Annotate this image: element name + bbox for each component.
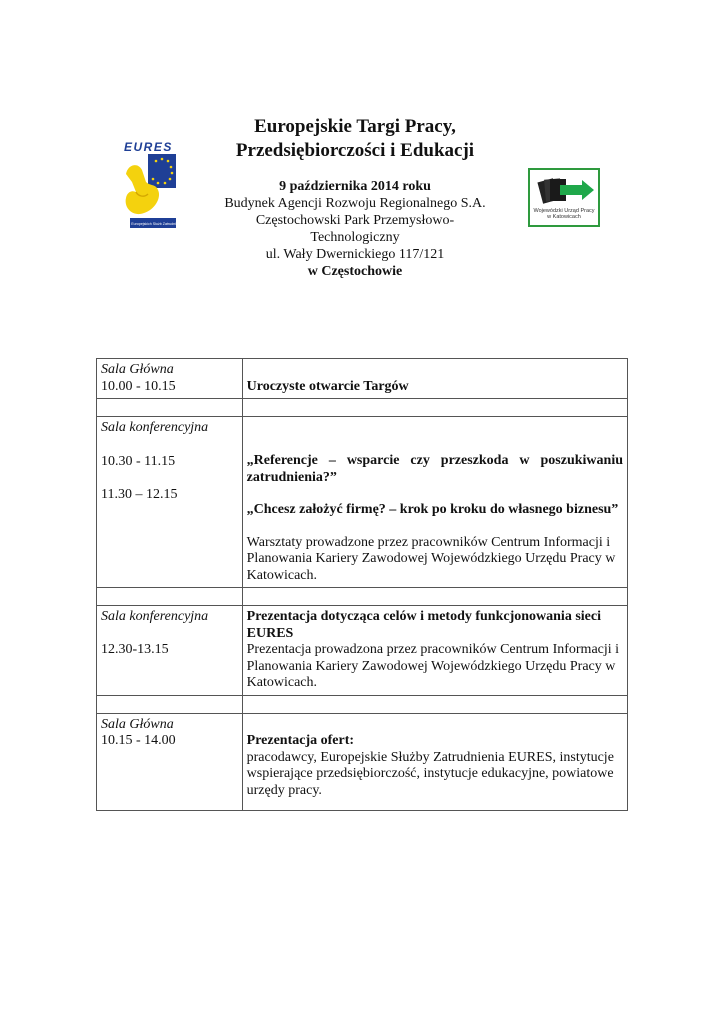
table-row: [97, 606, 628, 696]
venue-line-2: Częstochowski Park Przemysłowo-: [255, 213, 455, 228]
wup-katowice-logo: [528, 168, 600, 227]
page-title: [180, 115, 530, 163]
session-title: Prezentacja dotycząca celów i metody funkcjonowania sieci EURES: [246, 609, 601, 641]
venue-city: w Częstochowie: [307, 264, 403, 279]
eures-logo-caption: Sieć Europejskich Służb Zatrudnienia: [123, 222, 183, 226]
session-description: Prezentacja prowadzona przez pracowników Centrum Informacji i Planowania Kariery Zawodowej Wojewódzkiego Urzędu Pracy w Katowicach.: [246, 642, 620, 690]
session-description: Warsztaty prowadzone przez pracowników Centrum Informacji i Planowania Kariery Zawodowej Wojewódzkiego Urzędu Pracy w Katowicach.: [246, 534, 616, 583]
eures-logo-text: EURES: [124, 140, 173, 154]
eures-logo: [118, 140, 184, 232]
wup-logo-text: Wojewódzki Urząd Pracy w Katowicach: [533, 208, 595, 220]
room-label: Sala konferencyjna: [101, 420, 209, 435]
time-label: 10.00 - 10.15: [101, 378, 176, 394]
event-date: 9 października 2014 roku: [279, 179, 431, 194]
session-title: Prezentacja ofert:: [246, 733, 355, 748]
session-title: „Chcesz założyć firmę? – krok po kroku do własnego biznesu”: [246, 502, 619, 517]
table-row: [97, 417, 628, 588]
venue-address: ul. Wały Dwernickiego 117/121: [265, 247, 445, 262]
title-line-1: Europejskie Targi Pracy,: [254, 116, 456, 137]
title-line-2: Przedsiębiorczości i Edukacji: [235, 140, 475, 161]
schedule-table: [96, 358, 628, 811]
table-row-spacer: [97, 588, 628, 606]
room-label: Sala Główna: [101, 362, 174, 377]
session-description: pracodawcy, Europejskie Służby Zatrudnienia EURES, instytucje wspierające przedsiębiorczość, instytucje edukacyjne, powiatowe urzędy pracy.: [246, 749, 614, 798]
event-info: [190, 178, 520, 280]
time-label: 10.30 - 11.15: [101, 453, 176, 469]
room-label: Sala konferencyjna: [101, 609, 209, 624]
time-label: 10.15 - 14.00: [101, 733, 176, 748]
time-label: 12.30-13.15: [101, 641, 169, 657]
venue-line-3: Technologiczny: [310, 230, 400, 245]
room-label: Sala Główna: [101, 716, 174, 732]
session-title: Uroczyste otwarcie Targów: [246, 378, 409, 394]
table-row-spacer: [97, 695, 628, 713]
session-title: „Referencje – wsparcie czy przeszkoda w poszukiwaniu zatrudnienia?”: [246, 453, 623, 485]
time-label: 11.30 – 12.15: [101, 487, 178, 502]
table-row: [97, 359, 628, 399]
table-row: [97, 713, 628, 810]
venue-line-1: Budynek Agencji Rozwoju Regionalnego S.A.: [224, 196, 486, 211]
table-row-spacer: [97, 399, 628, 417]
